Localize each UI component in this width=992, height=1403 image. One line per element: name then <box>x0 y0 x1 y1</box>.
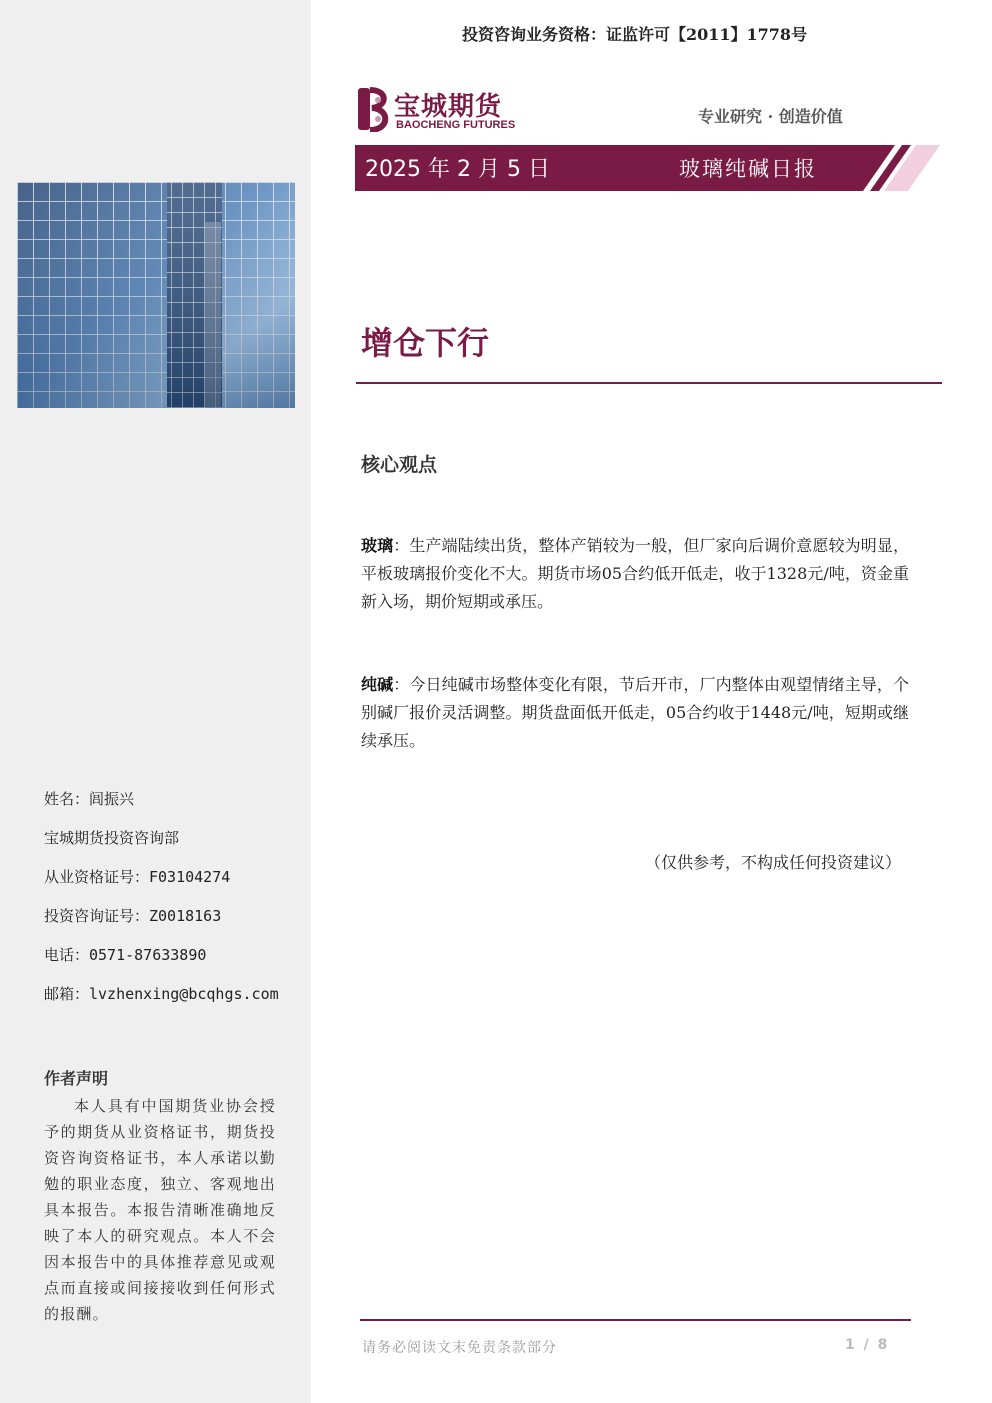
author-statement-title: 作者声明 <box>44 1069 109 1088</box>
report-banner <box>355 145 945 191</box>
sidebar <box>0 0 311 1403</box>
logo-mark-icon <box>356 86 392 132</box>
building-image <box>17 182 295 408</box>
author-email: 邮箱：lvzhenxing@bcqhgs.com <box>44 985 279 1003</box>
report-date: 2025 年 2 月 5 日 <box>365 157 550 182</box>
footer-note: 请务必阅读文末免责条款部分 <box>362 1340 557 1356</box>
soda-label: 纯碱 <box>361 675 394 694</box>
qualification-number: 从业资格证号：F03104274 <box>44 868 231 886</box>
soda-paragraph <box>361 671 909 755</box>
author-info <box>44 786 304 1020</box>
company-slogan: 专业研究 · 创造价值 <box>698 107 843 126</box>
soda-text: ：今日纯碱市场整体变化有限，节后开市，厂内整体由观望情绪主导，个别碱厂报价灵活调整。期货盘面低开低走，05合约收于1448元/吨，短期或继续承压。 <box>361 675 909 750</box>
author-department: 宝城期货投资咨询部 <box>44 829 180 847</box>
report-title: 增仓下行 <box>361 324 490 362</box>
title-divider <box>356 382 942 384</box>
footer-divider <box>360 1319 911 1321</box>
investment-disclaimer: （仅供参考，不构成任何投资建议） <box>645 853 902 872</box>
glass-paragraph <box>361 532 909 616</box>
company-logo <box>356 86 526 134</box>
consulting-number: 投资咨询证号：Z0018163 <box>44 907 222 925</box>
glass-text: ：生产端陆续出货，整体产销较为一般，但厂家向后调价意愿较为明显，平板玻璃报价变化不大。期货市场05合约低开低走，收于1328元/吨，资金重新入场，期价短期或承压。 <box>361 536 909 611</box>
core-view-heading: 核心观点 <box>361 454 438 476</box>
logo-name-cn: 宝城期货 <box>394 92 503 122</box>
building-photo <box>17 182 295 408</box>
page-number: 1 / 8 <box>845 1337 890 1353</box>
license-line: 投资咨询业务资格：证监许可【2011】1778号 <box>462 25 808 44</box>
author-phone: 电话：0571-87633890 <box>44 946 207 964</box>
logo-name-en: BAOCHENG FUTURES <box>396 119 516 131</box>
report-name: 玻璃纯碱日报 <box>679 157 817 181</box>
glass-label: 玻璃 <box>361 536 394 555</box>
author-name: 姓名：闾振兴 <box>44 790 135 808</box>
author-statement-body: 本人具有中国期货业协会授予的期货从业资格证书，期货投资咨询资格证书，本人承诺以勤勉的职业态度，独立、客观地出具本报告。本报告清晰准确地反映了本人的研究观点。本人不会因本报告中的具体推荐意见或观点而直接或间接接收到任何形式的报酬。 <box>44 1097 276 1323</box>
